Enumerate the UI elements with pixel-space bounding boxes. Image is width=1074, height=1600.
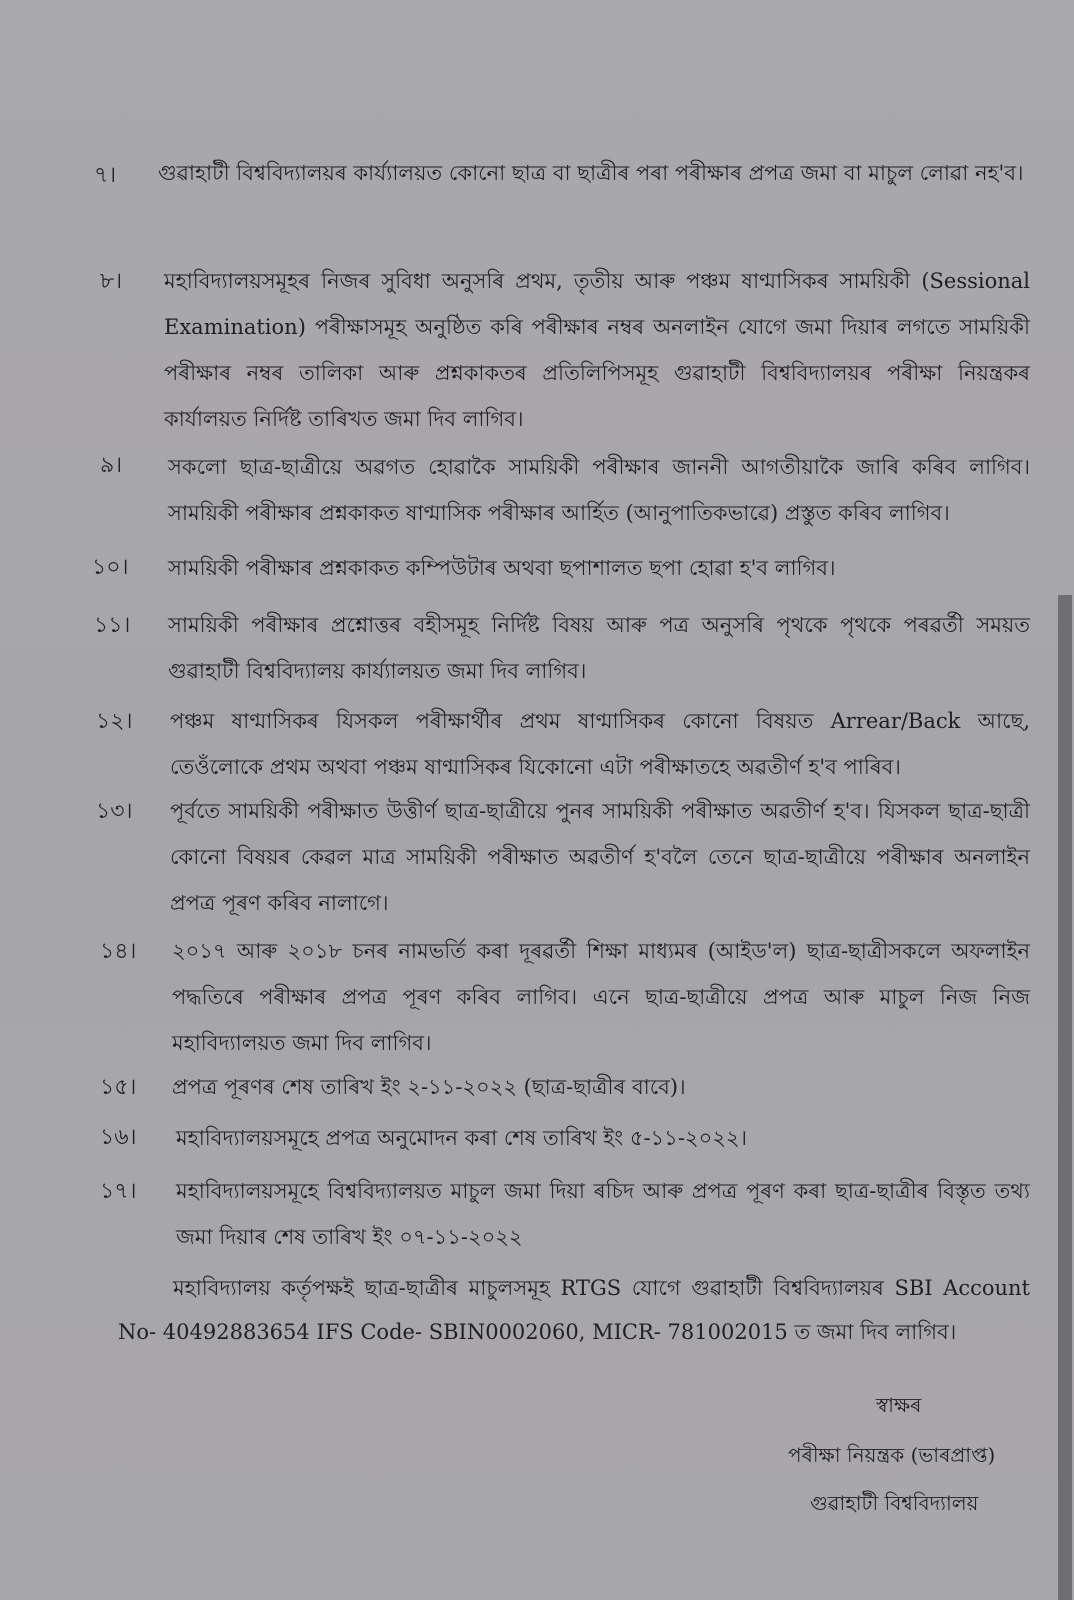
clause-number: ১২। — [96, 709, 133, 734]
clause-number: ১৩। — [96, 799, 133, 824]
clause-text: মহাবিদ্যালয়সমূহৰ নিজৰ সুবিধা অনুসৰি প্ৰথম, তৃতীয় আৰু পঞ্চম ষাণ্মাসিকৰ সাময়িকী (Sessional Examination) পৰীক্ষাসমূহ অনুষ্ঠিত কৰি পৰীক্ষাৰ নম্বৰ অনলাইন যোগে জমা দিয়াৰ লগতে সাময়িকী পৰীক্ষাৰ নম্বৰ তালিকা আৰু প্ৰশ্নকাকতৰ প্ৰতিলিপিসমূহ গুৱাহাটী বিশ্ববিদ্যালয়ৰ পৰীক্ষা নিয়ন্ত্ৰকৰ কাৰ্যালয়ত নিৰ্দিষ্ট তাৰিখত জমা দিব লাগিব। — [164, 269, 1030, 431]
clause-text: পূৰ্বতে সাময়িকী পৰীক্ষাত উত্তীৰ্ণ ছাত্ৰ-ছাত্ৰীয়ে পুনৰ সাময়িকী পৰীক্ষাত অৱতীৰ্ণ হ'ব। যিসকল ছাত্ৰ-ছাত্ৰী কোনো বিষয়ৰ কেৱল মাত্ৰ সাময়িকী পৰীক্ষাত অৱতীৰ্ণ হ'বলৈ তেনে ছাত্ৰ-ছাত্ৰীয়ে পৰীক্ষাৰ অনলাইন প্ৰপত্ৰ পূৰণ কৰিব নালাগে। — [170, 799, 1030, 915]
clause-number: ১৬। — [100, 1125, 137, 1150]
clause-text: গুৱাহাটী বিশ্ববিদ্যালয়ৰ কাৰ্য্যালয়ত কোনো ছাত্ৰ বা ছাত্ৰীৰ পৰা পৰীক্ষাৰ প্ৰপত্ৰ জমা বা মাচুল লোৱা নহ'ব। — [158, 161, 1024, 185]
signatory-designation: পৰীক্ষা নিয়ন্ত্ৰক (ভাৰপ্ৰাপ্ত) — [788, 1443, 996, 1467]
clause-text: সাময়িকী পৰীক্ষাৰ প্ৰশ্নোত্তৰ বহীসমূহ নিৰ্দিষ্ট বিষয় আৰু পত্ৰ অনুসৰি পৃথকে পৃথকে পৰৱৰ্তী সময়ত গুৱাহাটী বিশ্ববিদ্যালয় কাৰ্য্যালয়ত জমা দিব লাগিব। — [168, 613, 1030, 683]
clause-number: ৭। — [94, 163, 117, 188]
clause-text: সাময়িকী পৰীক্ষাৰ প্ৰশ্নকাকত কম্পিউটাৰ অথবা ছপাশালত ছপা হোৱা হ'ব লাগিব। — [168, 556, 836, 580]
clause-number: ১৪। — [100, 939, 137, 964]
clause-number: ১০। — [92, 555, 129, 580]
clause-number: ৮। — [100, 269, 123, 294]
clause-text: মহাবিদ্যালয়সমূহে বিশ্ববিদ্যালয়ত মাচুল জমা দিয়া ৰচিদ আৰু প্ৰপত্ৰ পূৰণ কৰা ছাত্ৰ-ছাত্ৰীৰ বিস্তৃত তথ্য জমা দিয়াৰ শেষ তাৰিখ ইং ০৭-১১-২০২২ — [176, 1179, 1030, 1249]
clause-text: পঞ্চম ষাণ্মাসিকৰ যিসকল পৰীক্ষাৰ্থীৰ প্ৰথম ষাণ্মাসিকৰ কোনো বিষয়ত Arrear/Back আছে, তেওঁলোকে প্ৰথম অথবা পঞ্চম ষাণ্মাসিকৰ যিকোনো এটা পৰীক্ষাতহে অৱতীৰ্ণ হ'ব পাৰিব। — [170, 709, 1030, 779]
payment-instructions: মহাবিদ্যালয় কৰ্তৃপক্ষই ছাত্ৰ-ছাত্ৰীৰ মাচুলসমূহ RTGS যোগে গুৱাহাটী বিশ্ববিদ্যালয়ৰ SBI Account No- 40492883654 IFS Code- SBIN0002060, MICR- 781002015 ত জমা দিব লাগিব। — [118, 1276, 1030, 1344]
clause-number: ১১। — [94, 613, 131, 638]
signatory-institution: গুৱাহাটী বিশ্ববিদ্যালয় — [810, 1491, 979, 1515]
clause-text: সকলো ছাত্ৰ-ছাত্ৰীয়ে অৱগত হোৱাকৈ সাময়িকী পৰীক্ষাৰ জাননী আগতীয়াকৈ জাৰি কৰিব লাগিব। সাময়িকী পৰীক্ষাৰ প্ৰশ্নকাকত ষাণ্মাসিক পৰীক্ষাৰ আৰ্হিত (আনুপাতিকভাৱে) প্ৰস্তুত কৰিব লাগিব। — [168, 455, 1030, 525]
scan-edge-shadow — [1058, 595, 1072, 1600]
clause-number: ৯। — [100, 453, 123, 478]
clause-number: ১৫। — [100, 1075, 137, 1100]
signature-label: স্বাক্ষৰ — [876, 1393, 922, 1417]
clause-number: ১৭। — [100, 1179, 137, 1204]
clause-text: মহাবিদ্যালয়সমূহে প্ৰপত্ৰ অনুমোদন কৰা শেষ তাৰিখ ইং ৫-১১-২০২২। — [176, 1126, 748, 1150]
clause-text: ২০১৭ আৰু ২০১৮ চনৰ নামভৰ্তি কৰা দূৰৱৰ্তী শিক্ষা মাধ্যমৰ (আইড'ল) ছাত্ৰ-ছাত্ৰীসকলে অফলাইন পদ্ধতিৰে পৰীক্ষাৰ প্ৰপত্ৰ পূৰণ কৰিব লাগিব। এনে ছাত্ৰ-ছাত্ৰীয়ে প্ৰপত্ৰ আৰু মাচুল নিজ নিজ মহাবিদ্যালয়ত জমা দিব লাগিব। — [172, 939, 1030, 1055]
clause-text: প্ৰপত্ৰ পূৰণৰ শেষ তাৰিখ ইং ২-১১-২০২২ (ছাত্ৰ-ছাত্ৰীৰ বাবে)। — [172, 1075, 686, 1099]
